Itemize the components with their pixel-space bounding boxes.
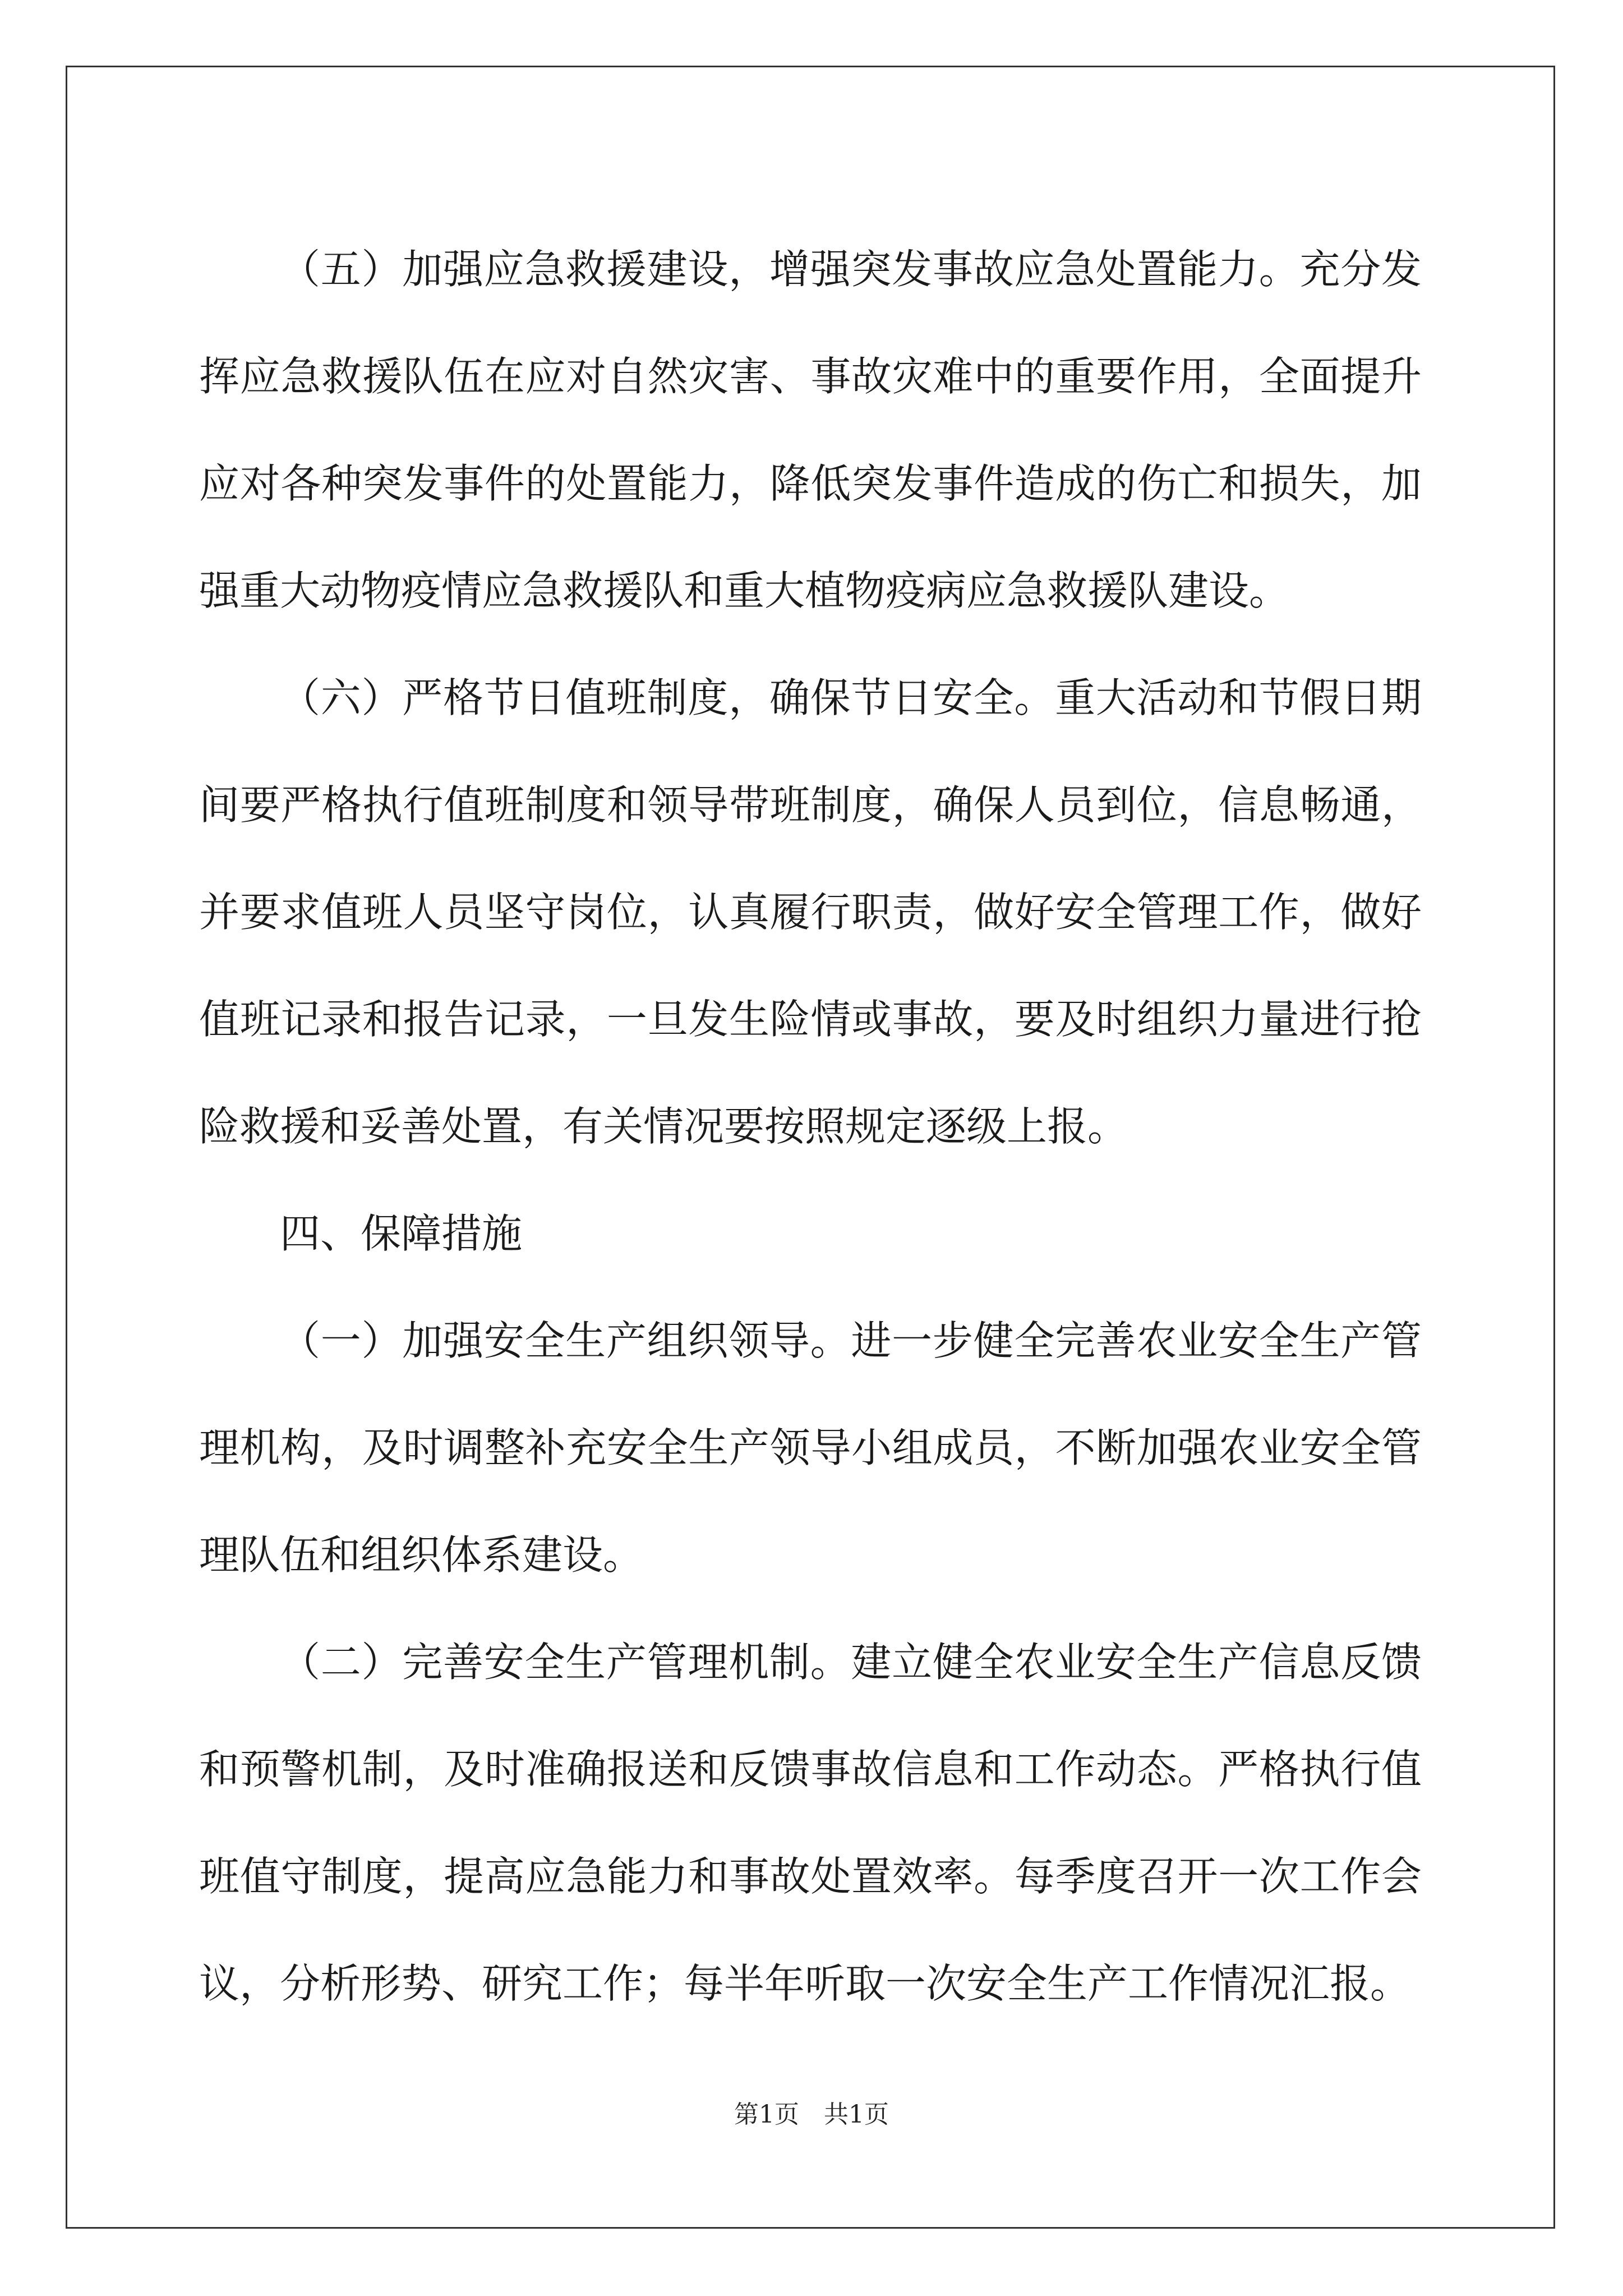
section-heading-safeguards: 四、保障措施 xyxy=(280,1210,523,1257)
paragraph-holiday-duty: （六）严格节日值班制度，确保节日安全。重大活动和节假日期间要严格执行值班制度和领导带班制度，确保人员到位，信息畅通，并要求值班人员坚守岗位，认真履行职责，做好安全管理工作，做好值班记录和报告记录，一旦发生险情或事故，要及时组织力量进行抢险救援和妥善处置，有关情况要按照规定逐级上报。 xyxy=(199,674,1422,1150)
paragraph-organization-leadership: （一）加强安全生产组织领导。进一步健全完善农业安全生产管理机构，及时调整补充安全生产领导小组成员，不断加强农业安全管理队伍和组织体系建设。 xyxy=(199,1317,1422,1579)
paragraph-management-mechanism: （二）完善安全生产管理机制。建立健全农业安全生产信息反馈和预警机制，及时准确报送和反馈事故信息和工作动态。严格执行值班值守制度，提高应急能力和事故处置效率。每季度召开一次工作会议，分析形势、研究工作；每半年听取一次安全生产工作情况汇报。 xyxy=(199,1639,1422,2007)
page-number: 第1页 共1页 xyxy=(734,2100,889,2129)
document-body xyxy=(199,216,1422,2037)
paragraph-emergency-rescue: （五）加强应急救援建设，增强突发事故应急处置能力。充分发挥应急救援队伍在应对自然灾害、事故灾难中的重要作用，全面提升应对各种突发事件的处置能力，降低突发事件造成的伤亡和损失，加强重大动物疫情应急救援队和重大植物疫病应急救援队建设。 xyxy=(199,246,1422,614)
